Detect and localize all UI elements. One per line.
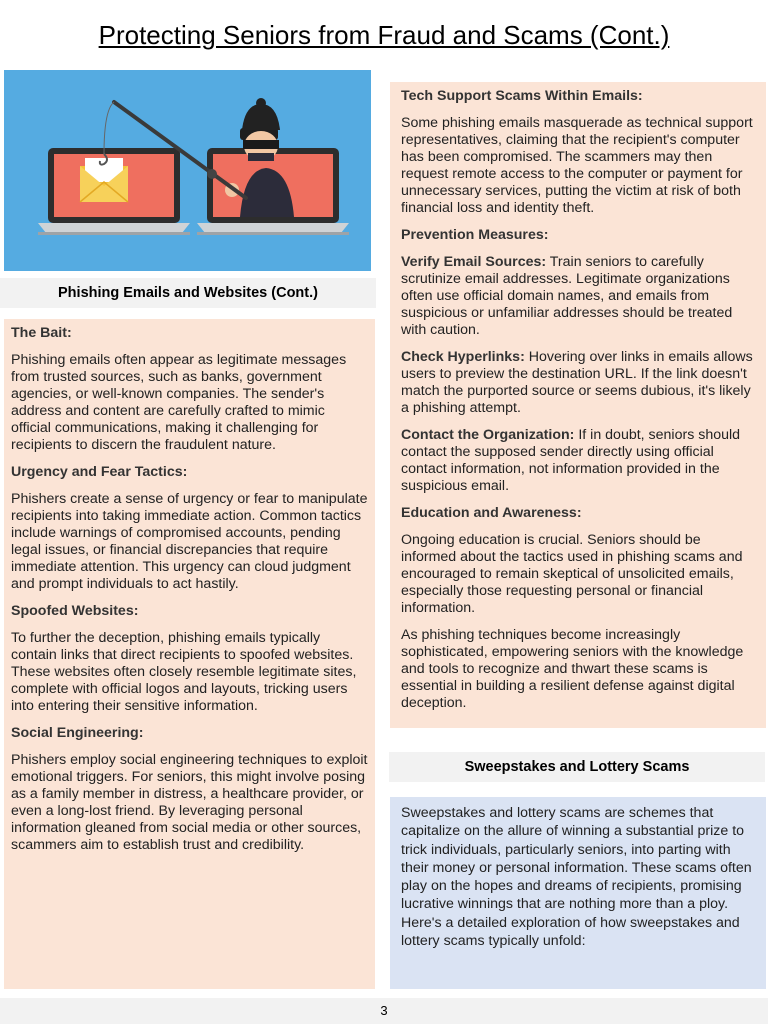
- spoofed-body: To further the deception, phishing emails typically contain links that direct recipients to spoofed websites. These websites often closely resemble legitimate sites, complete with official logos and layouts, tricking users into entering their sensitive information.: [11, 630, 357, 714]
- prevention-title: Prevention Measures:: [401, 227, 549, 243]
- page-number: 3: [0, 998, 768, 1024]
- contact-org-label: Contact the Organization:: [401, 427, 575, 443]
- page-title: Protecting Seniors from Fraud and Scams (Cont.): [98, 20, 670, 50]
- sweepstakes-panel: [390, 797, 766, 989]
- education-title: Education and Awareness:: [401, 505, 582, 521]
- verify-sources-label: Verify Email Sources:: [401, 254, 547, 270]
- phishing-illustration: [4, 70, 371, 271]
- spoofed-title: Spoofed Websites:: [11, 603, 139, 619]
- hacker-fishing-icon: [4, 70, 371, 271]
- check-hyperlinks-label: Check Hyperlinks:: [401, 349, 525, 365]
- social-engineering-title: Social Engineering:: [11, 725, 144, 741]
- social-engineering-body: Phishers employ social engineering techniques to exploit emotional triggers. For seniors, this might involve posing as a family member in distress, a healthcare provider, or even a long-lost friend. By leveraging personal information gleaned from social media or other sources, scammers aim to establish trust and credibility.: [11, 752, 368, 853]
- urgency-title: Urgency and Fear Tactics:: [11, 464, 188, 480]
- bait-title: The Bait:: [11, 325, 72, 341]
- sweepstakes-body: Sweepstakes and lottery scams are schemes that capitalize on the allure of winning a substantial prize to trick individuals, particularly seniors, into parting with their money or personal information. These scams often play on the hopes and dreams of recipients, promising lucrative winnings that are nothing more than a ploy. Here's a detailed exploration of how sweepstakes and lottery scams typically unfold:: [401, 805, 752, 950]
- tech-support-panel: [390, 82, 766, 728]
- phishing-section-heading: Phishing Emails and Websites (Cont.): [0, 278, 376, 308]
- tech-support-body: Some phishing emails masquerade as technical support representatives, claiming that the recipient's computer has been compromised. The scammers may then request remote access to the computer or payment for unnecessary services, putting the victim at risk of both financial loss and identity theft.: [401, 115, 753, 216]
- education-body: Ongoing education is crucial. Seniors should be informed about the tactics used in phishing scams and encouraged to remain skeptical of unsolicited emails, especially those requesting personal or financial information.: [401, 532, 743, 616]
- verify-sources-item: [401, 254, 755, 339]
- contact-org-text: If in doubt, seniors should contact the supposed sender directly using official contact information, not information provided in the suspicious email.: [401, 427, 741, 494]
- urgency-body: Phishers create a sense of urgency or fear to manipulate recipients into taking immediate action. Common tactics include warnings of compromised accounts, pending legal issues, or financial discrepancies that require immediate attention. This urgency can cloud judgment and prompt individuals to act hastily.: [11, 491, 368, 592]
- check-hyperlinks-text: Hovering over links in emails allows users to preview the destination URL. If the link doesn't match the purported source or seems dubious, it's likely a phishing attempt.: [401, 349, 753, 416]
- verify-sources-text: Train seniors to carefully scrutinize email addresses. Legitimate organizations often use official domain names, and emails from suspicious or unfamiliar addresses should be treated with caution.: [401, 254, 733, 338]
- phishing-details-panel: [4, 319, 375, 989]
- sweepstakes-section-heading: Sweepstakes and Lottery Scams: [389, 752, 765, 782]
- check-hyperlinks-item: [401, 349, 755, 417]
- closing-paragraph: As phishing techniques become increasingly sophisticated, empowering seniors with the knowledge and tools to recognize and thwart these scams is essential in building a resilient defense against digital deception.: [401, 627, 744, 711]
- tech-support-title: Tech Support Scams Within Emails:: [401, 88, 643, 104]
- contact-org-item: [401, 427, 755, 495]
- bait-body: Phishing emails often appear as legitimate messages from trusted sources, such as banks, government agencies, or well-known companies. The sender's address and content are carefully crafted to mimic official communications, making it challenging for recipients to discern the fraudulent nature.: [11, 352, 347, 453]
